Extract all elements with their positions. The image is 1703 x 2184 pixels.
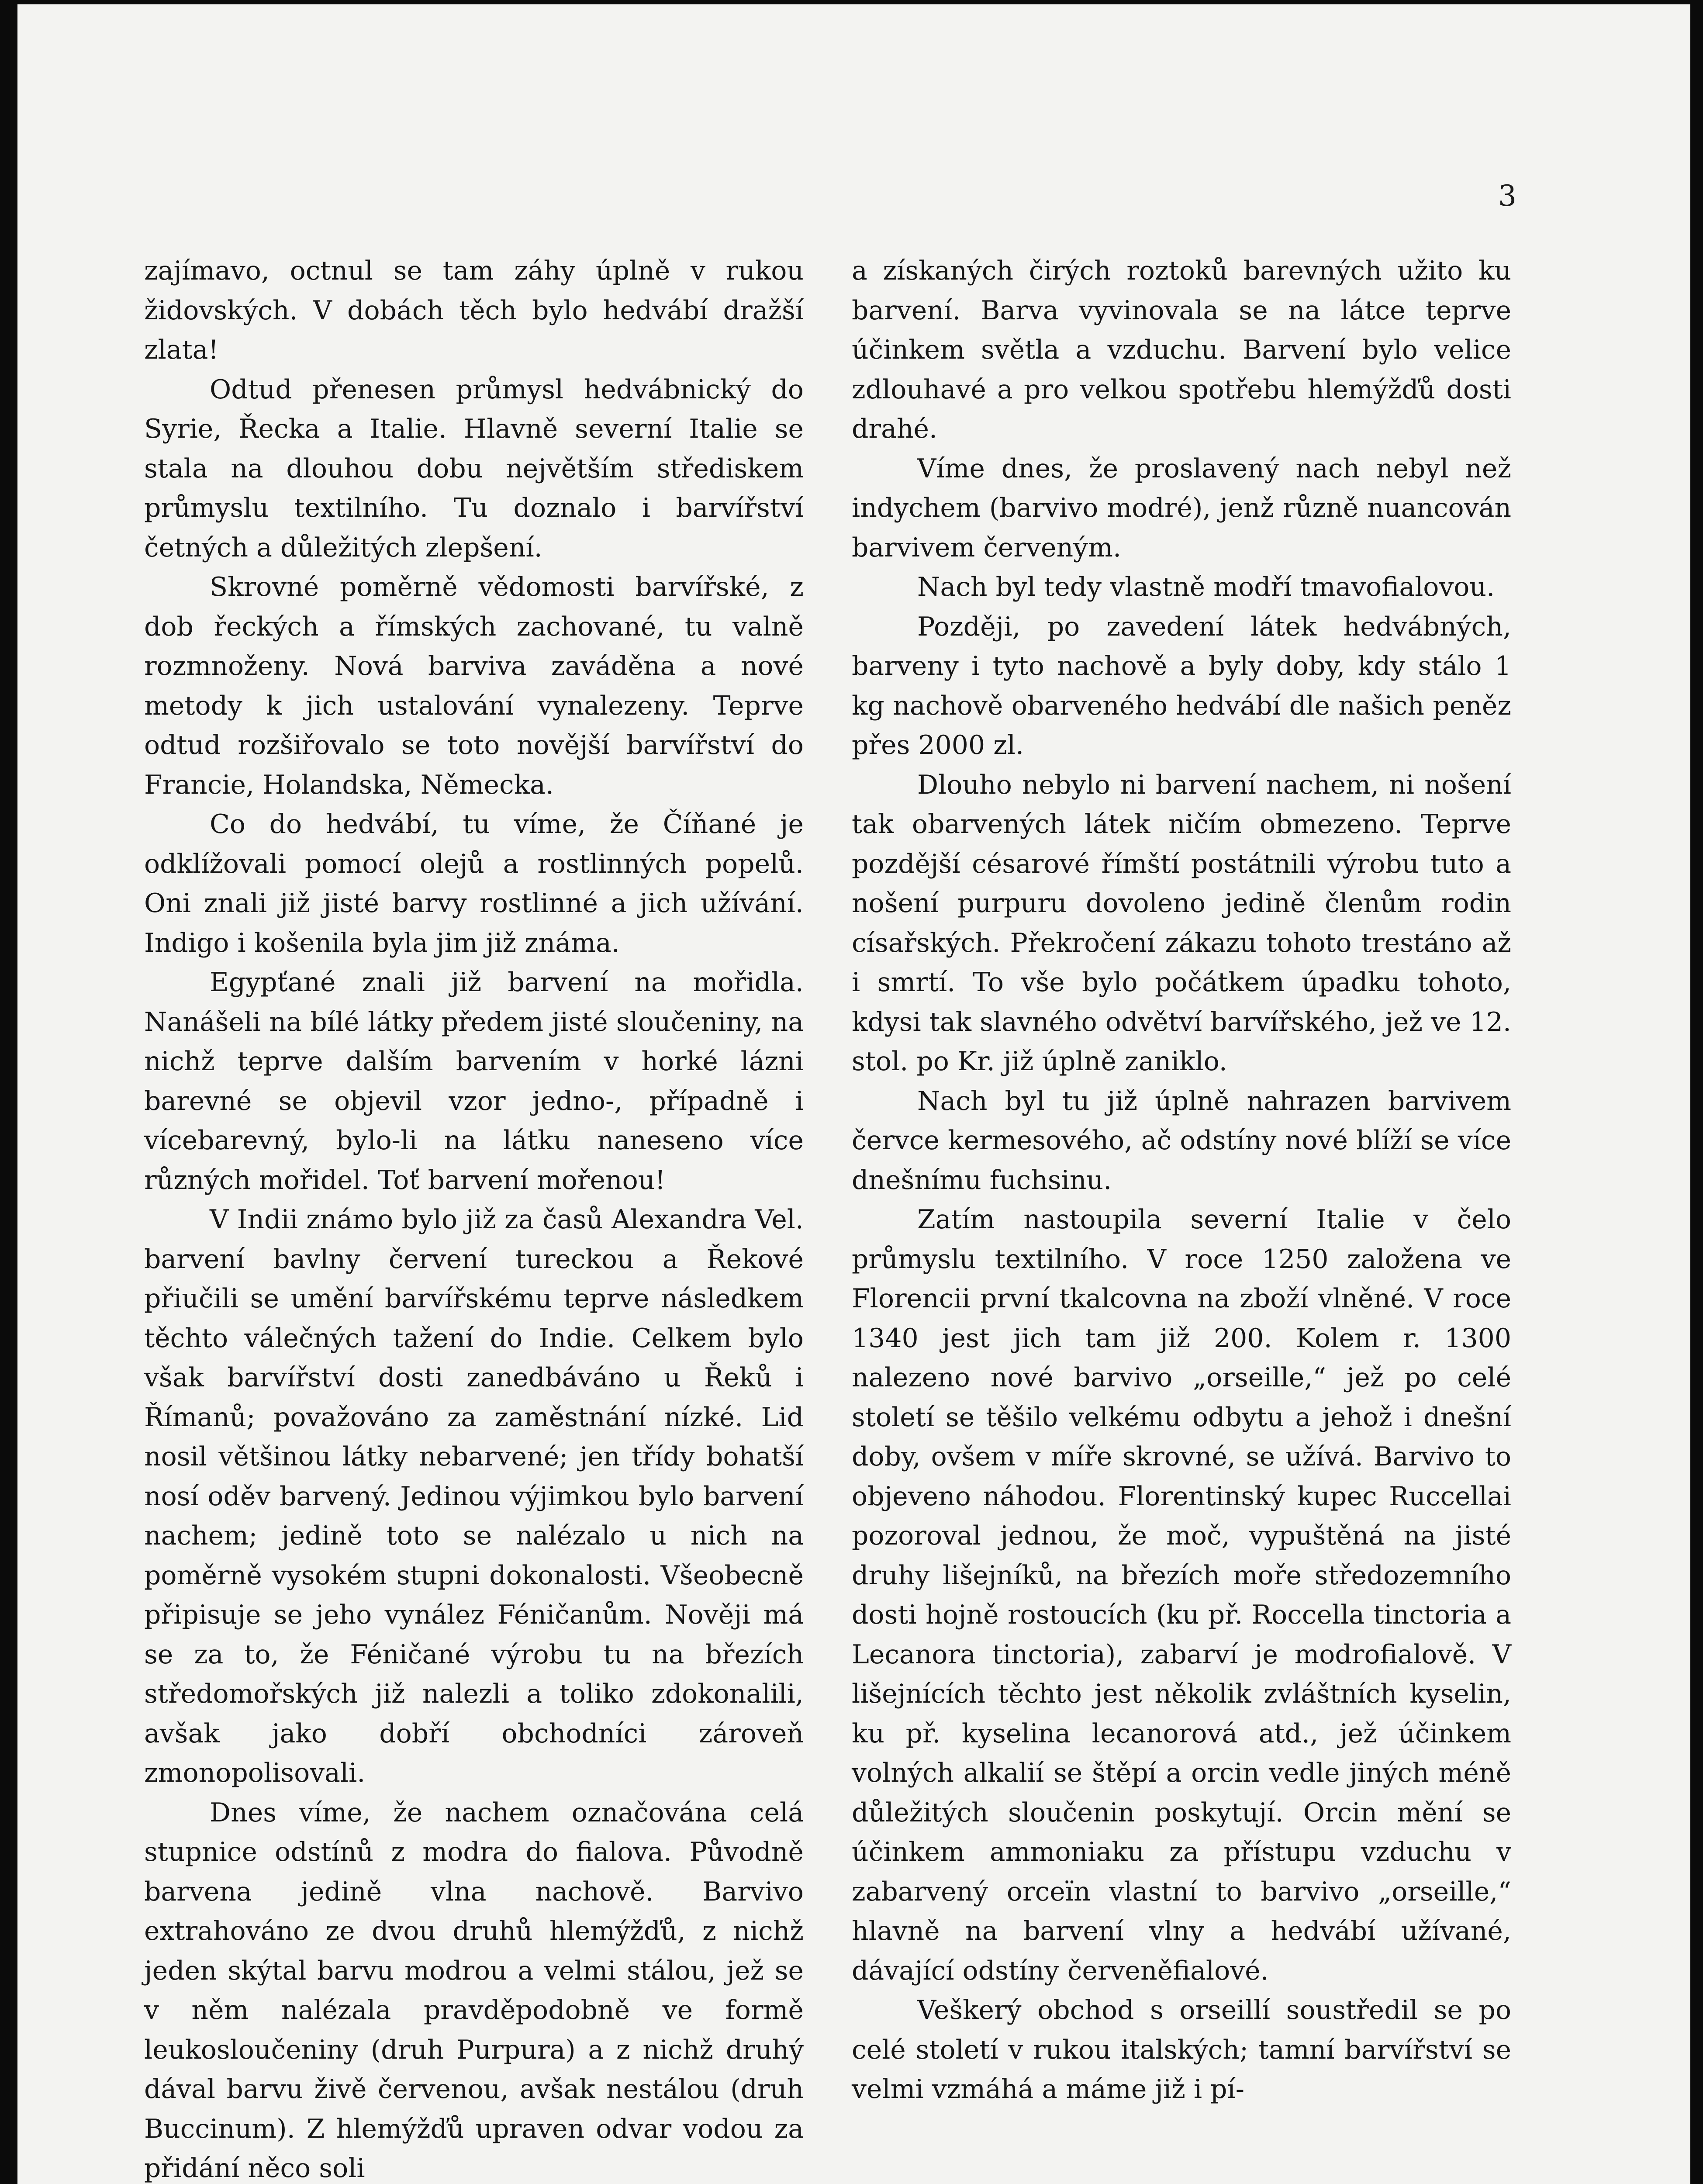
paragraph: Dlouho nebylo ni barvení nachem, ni nošení tak obarvených látek ničím obmezeno. Teprve pozdější césarové římští postátnili výrobu tuto a nošení purpuru dovoleno jedině členům rodin císařských. Překročení zákazu tohoto trestáno až i smrtí. To vše bylo počátkem úpadku tohoto, kdysi tak slavného odvětví barvířského, jež ve 12. stol. po Kr. již úplně zaniklo. (852, 769, 1511, 1077)
paragraph: Veškerý obchod s orseillí soustředil se po celé století v rukou italských; tamní barvířství se velmi vzmáhá a máme již i pí- (852, 1995, 1511, 2105)
paragraph: zajímavo, octnul se tam záhy úplně v rukou židovských. V dobách těch bylo hedvábí dražší zlata! (144, 256, 804, 365)
paragraph: Nach byl tedy vlastně modří tmavofialovou. (917, 572, 1495, 602)
paragraph: Odtud přenesen průmysl hedvábnický do Syrie, Řecka a Italie. Hlavně severní Italie se stala na dlouhou dobu největším střediskem průmyslu textilního. Tu doznalo i barvířství četných a důležitých zlepšení. (144, 374, 804, 563)
paragraph: Dnes víme, že nachem označována celá stupnice odstínů z modra do fialova. Původně barvena jedině vlna nachově. Barvivo extrahováno ze dvou druhů hlemýžďů, z nichž jeden skýtal barvu modrou a velmi stálou, jež se v něm nalézala pravděpodobně ve formě leukosloučeniny (druh Purpura) a z nichž druhý dával barvu živě červenou, avšak nestálou (druh Buccinum). Z hlemýžďů upraven odvar vodou za přidání něco soli (144, 1797, 804, 2184)
paragraph: Egypťané znali již barvení na mořidla. Nanášeli na bílé látky předem jisté sloučeniny, na nichž teprve dalším barvením v horké lázni barevné se objevil vzor jedno-, případně i vícebarevný, bylo-li na látku naneseno více různých mořidel. Toť barvení mořenou! (144, 967, 804, 1196)
paragraph: Co do hedvábí, tu víme, že Číňané je odklížovali pomocí olejů a rostlinných popelů. Oni znali již jisté barvy rostlinné a jich užívání. Indigo i košenila byla jim již známa. (144, 809, 804, 958)
page-number: 3 (1498, 179, 1516, 213)
paragraph: Později, po zavedení látek hedvábných, barveny i tyto nachově a byly doby, kdy stálo 1 kg nachově obarveného hedvábí dle našich peněz přes 2000 zl. (852, 611, 1511, 760)
left-text-column (144, 251, 804, 2184)
book-page (17, 4, 1690, 2184)
paragraph: V Indii známo bylo již za časů Alexandra Vel. barvení bavlny červení tureckou a Řekové přiučili se umění barvířskému teprve následkem těchto válečných tažení do Indie. Celkem bylo však barvířství dosti zanedbáváno u Řeků i Římanů; považováno za zaměstnání nízké. Lid nosil většinou látky nebarvené; jen třídy bohatší nosí oděv barvený. Jedinou výjimkou bylo barvení nachem; jedině toto se nalézalo u nich na poměrně vysokém stupni dokonalosti. Všeobecně připisuje se jeho vynález Féničanům. Nověji má se za to, že Féničané výrobu tu na březích středomořských již nalezli a toliko zdokonalili, avšak jako dobří obchodníci zároveň zmonopolisovali. (144, 1204, 804, 1788)
paragraph: a získaných čirých roztoků barevných užito ku barvení. Barva vyvinovala se na látce teprve účinkem světla a vzduchu. Barvení bylo velice zdlouhavé a pro velkou spotřebu hlemýžďů dosti drahé. (852, 256, 1511, 444)
paragraph: Zatím nastoupila severní Italie v čelo průmyslu textilního. V roce 1250 založena ve Florencii první tkalcovna na zboží vlněné. V roce 1340 jest jich tam již 200. Kolem r. 1300 nalezeno nové barvivo „orseille,“ jež po celé století se těšilo velkému odbytu a jehož i dnešní doby, ovšem v míře skrovné, se užívá. Barvivo to objeveno náhodou. Florentinský kupec Ruccellai pozoroval jednou, že moč, vypuštěná na jisté druhy lišejníků, na březích moře středozemního dosti hojně rostoucích (ku př. Roccella tinctoria a Lecanora tinctoria), zabarví je modrofialově. V lišejnících těchto jest několik zvláštních kyselin, ku př. kyselina lecanorová atd., jež účinkem volných alkalií se štěpí a orcin vedle jiných méně důležitých sloučenin poskytují. Orcin mění se účinkem ammoniaku za přístupu vzduchu v zabarvený orceïn vlastní to barvivo „orseille,“ hlavně na barvení vlny a hedvábí užívané, dávající odstíny červeněfialové. (852, 1204, 1511, 1986)
paragraph: Víme dnes, že proslavený nach nebyl než indychem (barvivo modré), jenž různě nuancován barvivem červeným. (852, 453, 1511, 563)
paragraph: Skrovné poměrně vědomosti barvířské, z dob řeckých a římských zachované, tu valně rozmnoženy. Nová barviva zaváděna a nové metody k jich ustalování vynalezeny. Teprve odtud rozšiřovalo se toto novější barvířství do Francie, Holandska, Německa. (144, 572, 804, 800)
paragraph: Nach byl tu již úplně nahrazen barvivem červce kermesového, ač odstíny nové blíží se více dnešnímu fuchsinu. (852, 1085, 1511, 1196)
right-text-column (852, 251, 1511, 2109)
